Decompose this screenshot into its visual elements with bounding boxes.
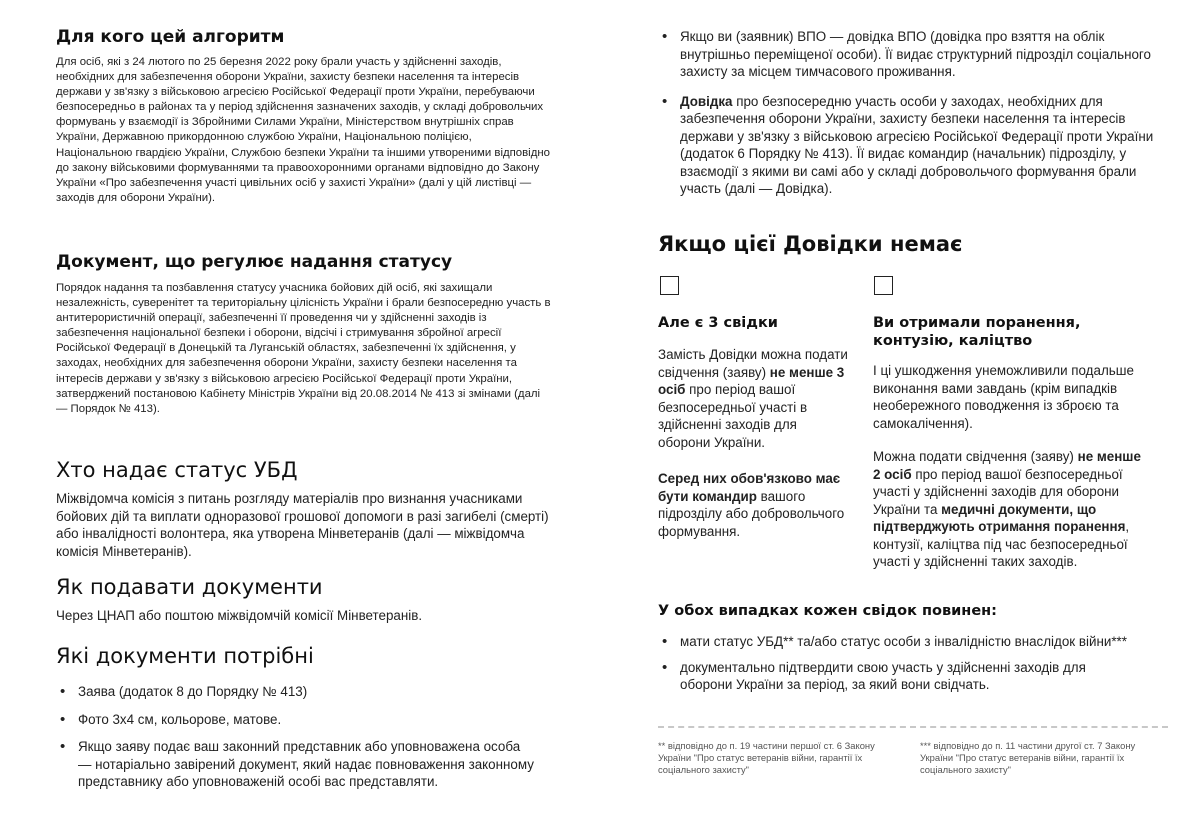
option-note bbox=[658, 470, 848, 540]
option-body bbox=[658, 346, 848, 451]
option-title: Але є 3 свідки bbox=[658, 315, 778, 331]
list-item: • Заява (додаток 8 до Порядку № 413) bbox=[56, 683, 536, 701]
list-item: • документально підтвердити свою участь у здійсненні заходів для оборони України за період, за який вони свідчать. bbox=[658, 659, 1128, 694]
footnote-ubd: ** відповідно до п. 19 частини першої ст. 6 Закону України "Про статус ветеранів війни, гарантії їх соціального захисту" bbox=[658, 740, 875, 775]
list-item bbox=[658, 93, 1164, 198]
text: вашого підрозділу або добровольчого формування. bbox=[658, 488, 845, 539]
option-title: Ви отримали поранення, контузію, каліцтво bbox=[873, 315, 1081, 349]
text: , контузії, каліцтва під час безпосередньої участі у здійсненні таких заходів. bbox=[873, 519, 1130, 569]
certificate-description: про безпосередню участь особи у заходах, необхідних для забезпечення оборони України, захисту безпеки населення та інтересів держави у зв'язку з військовою агресією Російської Федерації проти України (додаток 6 Порядку № 413). Її видає командир (начальник) підрозділу, у взаємодії з якими ви самі або у складі добровольчого формування брали участь (далі — Довідка). bbox=[680, 93, 1154, 196]
text: про період вашої безпосередньої участі в здійсненні заходів для оборони України. bbox=[658, 382, 808, 450]
section-body-regulation: Порядок надання та позбавлення статусу учасника бойових дій осіб, які захищали незалежність, суверенітет та територіальну цілісність України і брали безпосередню участь в антитерористичній операції, забезпеченні її проведення чи у здійсненні заходів із забезпечення національної безпеки і оборони, відсічі і стримування збройної агресії Російської Федерації в Донецькій та Луганській областях, забезпеченні їх здійснення, у заходах, необхідних для забезпечення оборони України, захисту безпеки населення та інтересів держави у зв'язку з військовою агресією Російської Федерації проти України, затверджений постановою Кабінету Міністрів України від 20.08.2014 № 413 зі змінами (далі — Порядок № 413). bbox=[56, 282, 551, 415]
section-body-how-submit: Через ЦНАП або поштою міжвідомчій комісії Мінветеранів. bbox=[56, 608, 423, 623]
list-item: • Фото 3x4 см, кольорове, матове. bbox=[56, 711, 536, 729]
text-bold: медичні документи, що підтверджують отримання поранення bbox=[873, 501, 1126, 534]
text: про період вашої безпосередньої участі у здійсненні заходів для оборони України та bbox=[873, 466, 1123, 517]
text: Можна подати свідчення (заяву) bbox=[873, 449, 1078, 464]
checkbox-three-witnesses[interactable] bbox=[660, 276, 679, 295]
checkbox-injury[interactable] bbox=[874, 276, 893, 295]
option-injury bbox=[873, 314, 1143, 571]
witness-requirements-list bbox=[658, 633, 1128, 694]
text: Замість Довідки можна подати свідчення (заяву) bbox=[658, 347, 848, 380]
section-title-audience: Для кого цей алгоритм bbox=[56, 27, 285, 47]
option-body: І ці ушкодження унеможливили подальше виконання вами завдань (крім випадків необережного поводження із зброєю та самокалічення). bbox=[873, 363, 1134, 431]
both-cases-title: У обох випадках кожен свідок повинен: bbox=[658, 603, 997, 619]
list-item: • мати статус УБД** та/або статус особи з інвалідністю внаслідок війни*** bbox=[658, 633, 1128, 651]
section-body-who-grants: Міжвідомча комісія з питань розгляду матеріалів про визнання учасниками бойових дій та виплати одноразової грошової допомоги в разі загибелі (смерті) або інвалідності волонтера, яка утворена Мінветеранів (далі — міжвідомча комісія Мінветеранів). bbox=[56, 491, 549, 559]
certificate-label: Довідка bbox=[680, 93, 733, 109]
section-title-how-submit: Як подавати документи bbox=[56, 575, 323, 599]
list-item: • Якщо ви (заявник) ВПО — довідка ВПО (довідка про взяття на облік внутрішньо переміщеної особи). Її видає структурний підрозділ соціального захисту за місцем тимчасового проживання. bbox=[658, 28, 1164, 81]
text-bold: Серед них обов'язково має бути командир bbox=[658, 471, 841, 504]
option-three-witnesses bbox=[658, 314, 848, 540]
footnote-disability: *** відповідно до п. 11 частини другої ст. 7 Закону України "Про статус ветеранів війни, гарантії їх соціального захисту" bbox=[920, 740, 1136, 775]
section-title-who-grants: Хто надає статус УБД bbox=[56, 458, 298, 482]
section-title-documents: Які документи потрібні bbox=[56, 644, 314, 668]
text-bold: не менше 2 осіб bbox=[873, 449, 1141, 482]
footnote-divider bbox=[658, 726, 1168, 728]
documents-list bbox=[56, 683, 536, 791]
option-note bbox=[873, 448, 1143, 571]
list-item: • Якщо заяву подає ваш законний представник або уповноважена особа — нотаріально завірений документ, який надає повноваження законному представнику або уповноваженій особі вас представляти. bbox=[56, 738, 536, 791]
section-title-no-certificate: Якщо цієї Довідки немає bbox=[658, 232, 963, 256]
section-body-audience: Для осіб, які з 24 лютого по 25 березня 2022 року брали участь у здійсненні заходів, необхідних для забезпечення оборони України, захисту безпеки населення та інтересів держави у зв'язку з військовою агресією Російської Федерації проти України, перебуваючи безпосередньо в районах та у період здійснення зазначених заходів, у складі добровольчих формувань у взаємодії із Збройними Силами України, Міністерством внутрішніх справ України, Державною прикордонною службою України, Національною поліцією, Національною гвардією України, Службою безпеки України та іншими утвореними відповідно до закону військовими формуваннями та правоохоронними органами відповідно до Закону України «Про забезпечення участі цивільних осіб у захисті України» (далі у цій листівці — заходів для оборони України). bbox=[56, 56, 550, 204]
section-title-regulation: Документ, що регулює надання статусу bbox=[56, 252, 453, 272]
text-bold: не менше 3 осіб bbox=[658, 364, 845, 397]
documents-list-continued bbox=[658, 28, 1164, 198]
